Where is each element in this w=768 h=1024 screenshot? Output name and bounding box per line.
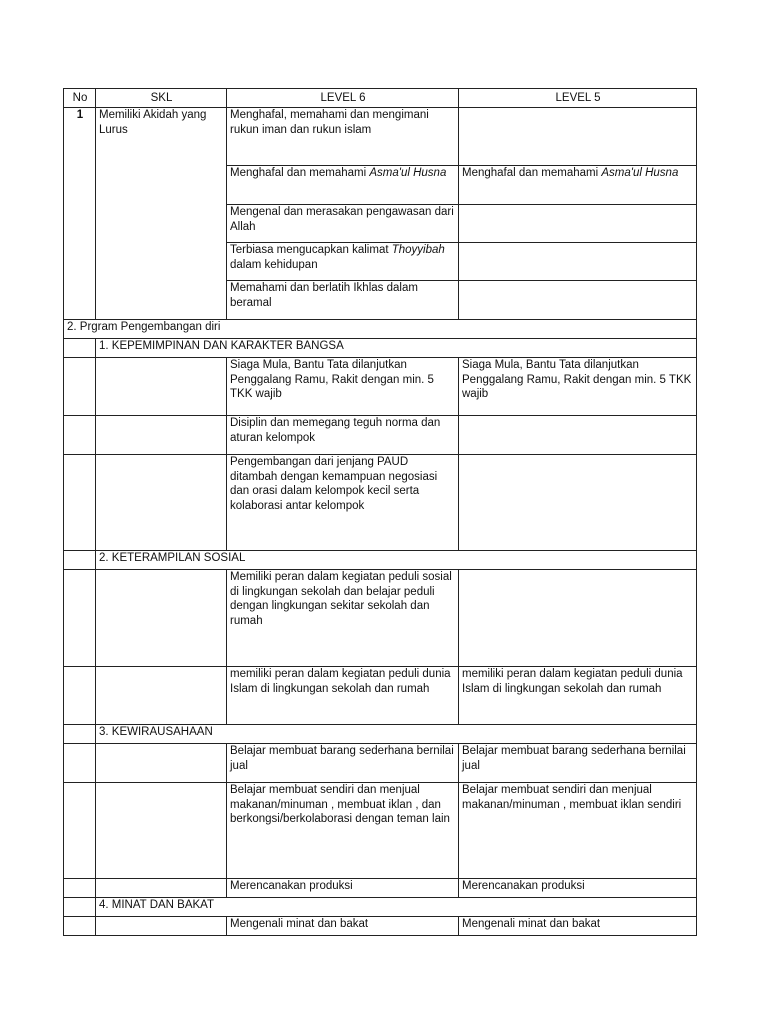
empty-cell bbox=[96, 455, 227, 551]
subsection-row bbox=[64, 898, 697, 917]
level6-cell: Belajar membuat barang sederhana bernilai jual bbox=[227, 744, 459, 783]
table-row bbox=[64, 879, 697, 898]
empty-cell bbox=[64, 744, 96, 783]
subsection-title: 4. MINAT DAN BAKAT bbox=[96, 898, 697, 917]
curriculum-table bbox=[63, 88, 697, 936]
section-title: 2. Prgram Pengembangan diri bbox=[64, 320, 697, 339]
subsection-title: 2. KETERAMPILAN SOSIAL bbox=[96, 551, 697, 570]
table-row bbox=[64, 108, 697, 166]
row-number: 1 bbox=[64, 108, 96, 320]
level5-cell bbox=[459, 455, 697, 551]
subsection-title: 3. KEWIRAUSAHAAN bbox=[96, 725, 697, 744]
empty-cell bbox=[96, 744, 227, 783]
section-row bbox=[64, 320, 697, 339]
level6-cell: Merencanakan produksi bbox=[227, 879, 459, 898]
subsection-row bbox=[64, 725, 697, 744]
italic-term: Thoyyibah bbox=[391, 244, 445, 256]
header-level6: LEVEL 6 bbox=[227, 89, 459, 108]
level5-cell bbox=[459, 108, 697, 166]
empty-cell bbox=[64, 667, 96, 725]
level5-cell bbox=[459, 205, 697, 243]
subsection-title: 1. KEPEMIMPINAN DAN KARAKTER BANGSA bbox=[96, 339, 697, 358]
table-row bbox=[64, 416, 697, 455]
empty-cell bbox=[96, 879, 227, 898]
header-level5: LEVEL 5 bbox=[459, 89, 697, 108]
level6-cell: Siaga Mula, Bantu Tata dilanjutkan Penggalang Ramu, Rakit dengan min. 5 TKK wajib bbox=[227, 358, 459, 416]
level5-cell bbox=[459, 243, 697, 281]
level5-cell: Merencanakan produksi bbox=[459, 879, 697, 898]
level6-cell: Menghafal, memahami dan mengimani rukun iman dan rukun islam bbox=[227, 108, 459, 166]
empty-cell bbox=[64, 551, 96, 570]
text: dalam kehidupan bbox=[230, 258, 318, 271]
empty-cell bbox=[64, 358, 96, 416]
skl-cell: Memiliki Akidah yang Lurus bbox=[96, 108, 227, 320]
table-row bbox=[64, 455, 697, 551]
header-row bbox=[64, 89, 697, 108]
empty-cell bbox=[64, 570, 96, 667]
empty-cell bbox=[96, 917, 227, 936]
empty-cell bbox=[96, 416, 227, 455]
header-skl: SKL bbox=[96, 89, 227, 108]
level5-cell: Mengenali minat dan bakat bbox=[459, 917, 697, 936]
empty-cell bbox=[96, 667, 227, 725]
level6-cell bbox=[227, 166, 459, 205]
italic-term: Asma'ul Husna bbox=[601, 167, 679, 179]
empty-cell bbox=[64, 879, 96, 898]
subsection-row bbox=[64, 551, 697, 570]
level6-cell: memiliki peran dalam kegiatan peduli dunia Islam di lingkungan sekolah dan rumah bbox=[227, 667, 459, 725]
table-row bbox=[64, 570, 697, 667]
empty-cell bbox=[64, 783, 96, 879]
text: Menghafal dan memahami bbox=[230, 167, 370, 179]
level5-cell bbox=[459, 416, 697, 455]
level6-cell: Mengenal dan merasakan pengawasan dari Allah bbox=[227, 205, 459, 243]
empty-cell bbox=[96, 358, 227, 416]
level6-cell: Memahami dan berlatih Ikhlas dalam beramal bbox=[227, 281, 459, 320]
table-row bbox=[64, 358, 697, 416]
header-no: No bbox=[64, 89, 96, 108]
level6-cell: Belajar membuat sendiri dan menjual makanan/minuman , membuat iklan , dan berkongsi/berkolaborasi dengan teman lain bbox=[227, 783, 459, 879]
level6-cell: Disiplin dan memegang teguh norma dan aturan kelompok bbox=[227, 416, 459, 455]
table-row bbox=[64, 744, 697, 783]
level5-cell bbox=[459, 166, 697, 205]
level6-cell: Pengembangan dari jenjang PAUD ditambah dengan kemampuan negosiasi dan orasi dalam kelompok kecil serta kolaborasi antar kelompok bbox=[227, 455, 459, 551]
level6-cell: Memiliki peran dalam kegiatan peduli sosial di lingkungan sekolah dan belajar peduli dengan lingkungan sekitar sekolah dan rumah bbox=[227, 570, 459, 667]
empty-cell bbox=[64, 339, 96, 358]
empty-cell bbox=[64, 725, 96, 744]
table-row bbox=[64, 917, 697, 936]
level5-cell: Siaga Mula, Bantu Tata dilanjutkan Penggalang Ramu, Rakit dengan min. 5 TKK wajib bbox=[459, 358, 697, 416]
table-row bbox=[64, 667, 697, 725]
subsection-row bbox=[64, 339, 697, 358]
empty-cell bbox=[64, 455, 96, 551]
empty-cell bbox=[64, 898, 96, 917]
level5-cell bbox=[459, 281, 697, 320]
level6-cell: Mengenali minat dan bakat bbox=[227, 917, 459, 936]
level5-cell: Belajar membuat sendiri dan menjual makanan/minuman , membuat iklan sendiri bbox=[459, 783, 697, 879]
empty-cell bbox=[64, 416, 96, 455]
empty-cell bbox=[64, 917, 96, 936]
level5-cell bbox=[459, 570, 697, 667]
empty-cell bbox=[96, 570, 227, 667]
level6-cell bbox=[227, 243, 459, 281]
table-row bbox=[64, 783, 697, 879]
level5-cell: memiliki peran dalam kegiatan peduli dunia Islam di lingkungan sekolah dan rumah bbox=[459, 667, 697, 725]
level5-cell: Belajar membuat barang sederhana bernilai jual bbox=[459, 744, 697, 783]
text: Menghafal dan memahami bbox=[462, 167, 602, 179]
empty-cell bbox=[96, 783, 227, 879]
italic-term: Asma'ul Husna bbox=[369, 167, 447, 179]
text: Terbiasa mengucapkan kalimat bbox=[230, 244, 392, 256]
